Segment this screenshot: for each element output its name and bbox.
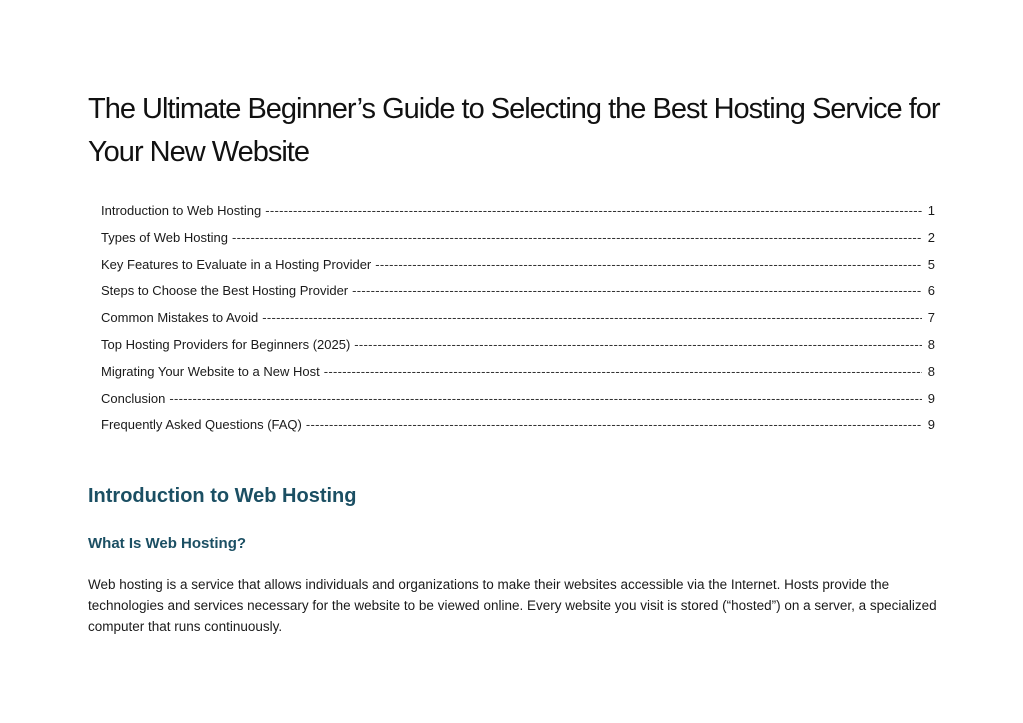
toc-entry-page: 5 bbox=[927, 256, 935, 272]
body-paragraph: Web hosting is a service that allows individuals and organizations to make their websites accessible via the Internet. Hosts provide the technologies and services necessary for the website to be viewed online. Every website you visit is stored (“hosted”) on a server, a specialized computer that runs continuously. bbox=[88, 577, 937, 634]
toc-entry-label: Key Features to Evaluate in a Hosting Provider bbox=[101, 256, 372, 272]
toc-entry-page: 9 bbox=[927, 417, 935, 433]
toc-entry-label: Steps to Choose the Best Hosting Provider bbox=[101, 283, 349, 299]
toc-entry[interactable] bbox=[101, 283, 935, 310]
toc-entry[interactable] bbox=[101, 391, 935, 418]
toc-entry-label: Types of Web Hosting bbox=[101, 229, 228, 245]
subsection-heading: What Is Web Hosting? bbox=[88, 535, 247, 552]
toc-entry[interactable] bbox=[101, 337, 935, 364]
toc-entry-page: 7 bbox=[927, 310, 935, 326]
toc-entry-page: 8 bbox=[927, 363, 935, 379]
toc-entry-page: 9 bbox=[927, 390, 935, 406]
toc-leader bbox=[232, 230, 922, 245]
toc-entry-page: 1 bbox=[927, 203, 935, 218]
toc-entry-page: 2 bbox=[927, 229, 935, 245]
toc-entry-label: Introduction to Web Hosting bbox=[101, 203, 262, 218]
toc-entry-label: Frequently Asked Questions (FAQ) bbox=[101, 417, 302, 433]
toc-entry-page: 8 bbox=[927, 336, 935, 352]
toc-entry-label: Migrating Your Website to a New Host bbox=[101, 363, 320, 379]
toc-leader bbox=[352, 283, 922, 298]
toc-entry[interactable] bbox=[101, 203, 935, 230]
toc-leader bbox=[375, 257, 922, 272]
toc-leader bbox=[354, 337, 922, 352]
toc-entry[interactable] bbox=[101, 310, 935, 337]
toc-leader bbox=[262, 310, 922, 325]
toc-entry[interactable] bbox=[101, 417, 935, 444]
toc-entry[interactable] bbox=[101, 257, 935, 284]
toc-leader bbox=[169, 391, 922, 406]
toc-entry-label: Conclusion bbox=[101, 390, 166, 406]
table-of-contents bbox=[101, 203, 935, 444]
toc-entry[interactable] bbox=[101, 364, 935, 391]
toc-entry-page: 6 bbox=[927, 283, 935, 299]
toc-entry-label: Top Hosting Providers for Beginners (2025) bbox=[101, 336, 351, 352]
toc-entry-label: Common Mistakes to Avoid bbox=[101, 310, 259, 326]
section-heading: Introduction to Web Hosting bbox=[88, 485, 357, 507]
toc-entry[interactable] bbox=[101, 230, 935, 257]
toc-leader bbox=[324, 364, 922, 379]
toc-leader bbox=[306, 417, 922, 432]
toc-leader bbox=[265, 203, 922, 218]
document-title: The Ultimate Beginner’s Guide to Selecting the Best Hosting Service for Your New Website bbox=[88, 93, 940, 168]
